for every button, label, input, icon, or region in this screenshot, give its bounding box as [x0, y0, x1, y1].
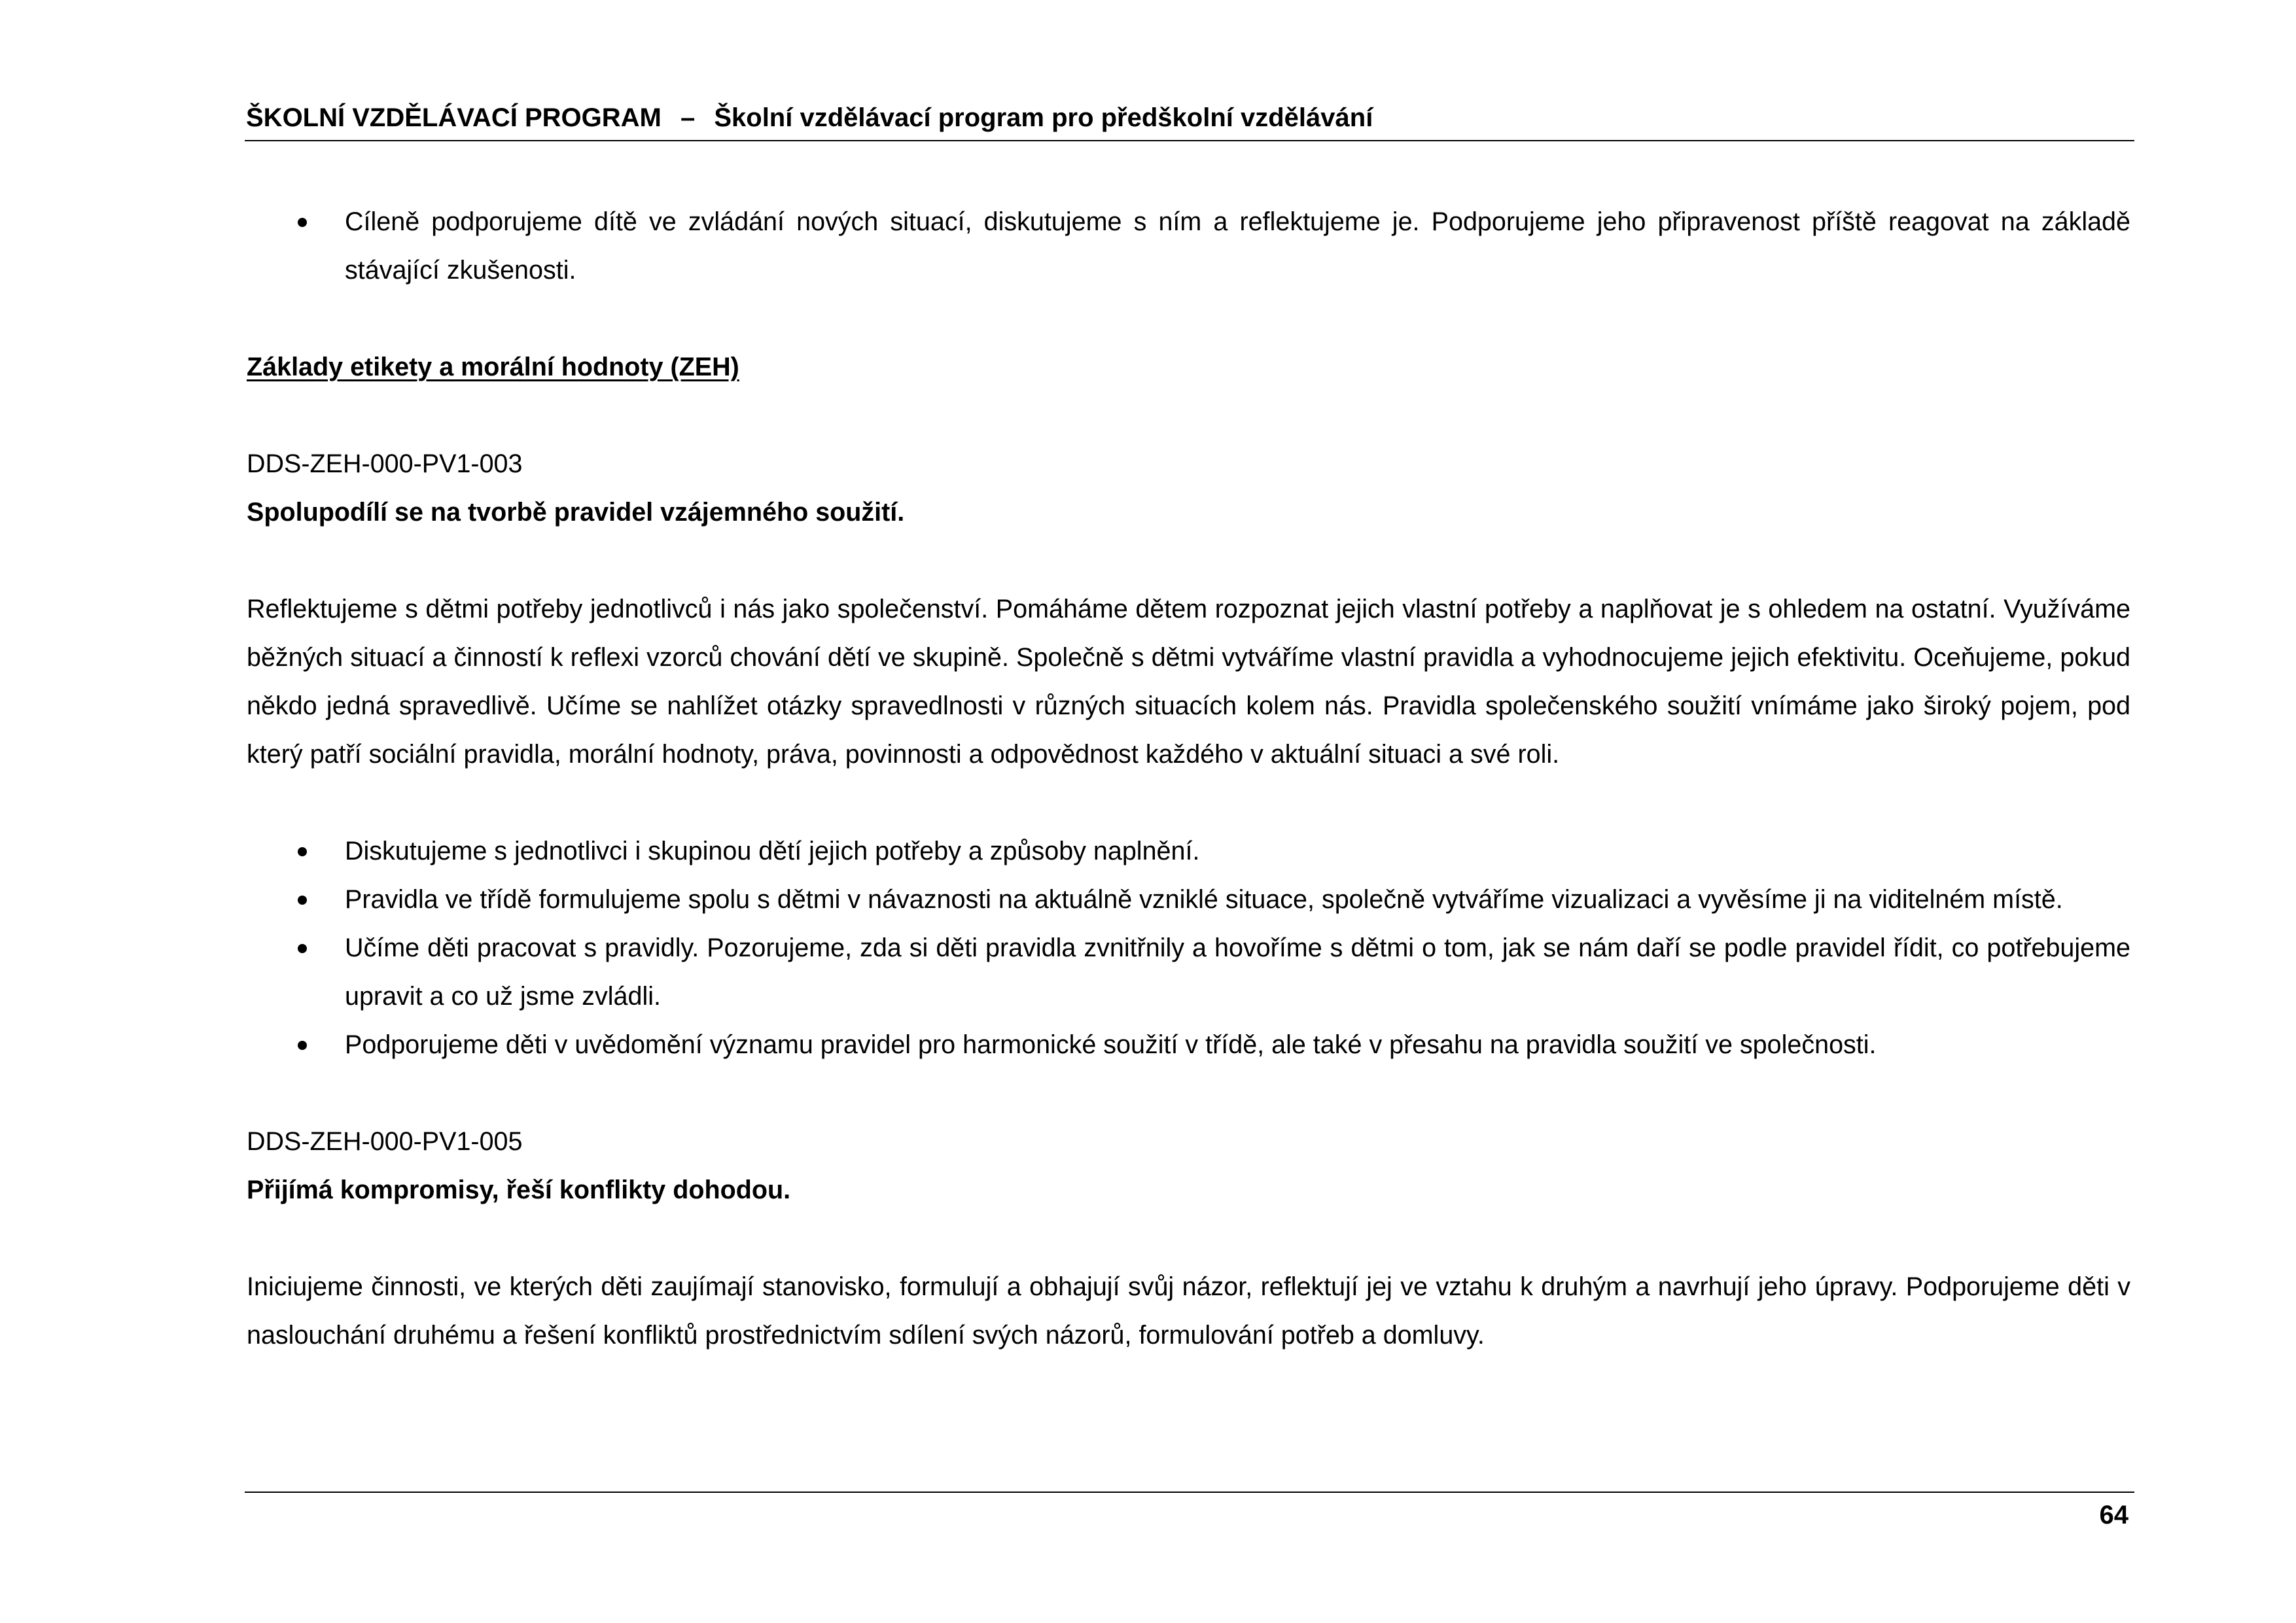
header-program-title: Školní vzdělávací program pro předškolní vzdělávání [714, 103, 1373, 132]
block1-code: DDS-ZEH-000-PV1-003 [247, 449, 523, 478]
page-number: 64 [2099, 1501, 2128, 1529]
footer-rule [245, 1492, 2134, 1493]
list-item [345, 1021, 2130, 1069]
section-title: Základy etikety a morální hodnoty (ZEH) [247, 353, 739, 381]
section-heading [247, 343, 2130, 391]
bullet-icon [298, 944, 307, 953]
bullet-icon [298, 847, 307, 856]
intro-bullet-list [247, 198, 2130, 294]
header-separator: – [680, 103, 696, 132]
bullet-icon [298, 218, 307, 227]
block2-code: DDS-ZEH-000-PV1-005 [247, 1127, 523, 1156]
block1-paragraph: Reflektujeme s dětmi potřeby jednotlivců i nás jako společenství. Pomáháme dětem rozpoznat jejich vlastní potřeby a naplňovat je s ohledem na ostatní. Využíváme běžných situací a činností k reflexi vzorců chování dětí ve skupině. Společně s dětmi vytváříme vlastní pravidla a vyhodnocujeme jejich efektivitu. Oceňujeme, pokud někdo jedná spravedlivě. Učíme se nahlížet otázky spravedlnosti v různých situacích kolem nás. Pravidla společenského soužití vnímáme jako široký pojem, pod který patří sociální pravidla, morální hodnoty, práva, povinnosti a odpovědnost každého v aktuální situaci a své roli. [247, 595, 2130, 769]
list-item [345, 198, 2130, 294]
header-program-label: ŠKOLNÍ VZDĚLÁVACÍ PROGRAM [246, 103, 662, 132]
list-item-text: Pravidla ve třídě formulujeme spolu s dětmi v návaznosti na aktuálně vzniklé situace, společně vytváříme vizualizaci a vyvěsíme ji na viditelném místě. [345, 885, 2063, 914]
list-item-text: Učíme děti pracovat s pravidly. Pozorujeme, zda si děti pravidla zvnitřnily a hovoříme s dětmi o tom, jak se nám daří se podle pravidel řídit, co potřebujeme upravit a co už jsme zvládli. [345, 934, 2130, 1011]
page-content [247, 198, 2130, 1359]
list-item [345, 924, 2130, 1021]
block2-title: Přijímá kompromisy, řeší konflikty dohodou. [247, 1176, 791, 1204]
list-item [345, 827, 2130, 875]
block2-paragraph: Iniciujeme činnosti, ve kterých děti zaujímají stanovisko, formulují a obhajují svůj názor, reflektují jej ve vztahu k druhým a navrhují jeho úpravy. Podporujeme děti v naslouchání druhému a řešení konfliktů prostřednictvím sdílení svých názorů, formulování potřeb a domluvy. [247, 1272, 2130, 1350]
header-rule [245, 140, 2134, 141]
bullet-icon [298, 896, 307, 905]
list-item-text: Cíleně podporujeme dítě ve zvládání nových situací, diskutujeme s ním a reflektujeme je. Podporujeme jeho připravenost příště reagovat na základě stávající zkušenosti. [345, 207, 2130, 285]
block1-title: Spolupodílí se na tvorbě pravidel vzájemného soužití. [247, 498, 905, 527]
running-header [246, 98, 2133, 137]
block1-bullet-list [247, 827, 2130, 1069]
list-item-text: Podporujeme děti v uvědomění významu pravidel pro harmonické soužití v třídě, ale také v přesahu na pravidla soužití ve společnosti. [345, 1030, 1877, 1059]
list-item [345, 875, 2130, 924]
list-item-text: Diskutujeme s jednotlivci i skupinou dětí jejich potřeby a způsoby naplnění. [345, 837, 1200, 865]
bullet-icon [298, 1041, 307, 1050]
